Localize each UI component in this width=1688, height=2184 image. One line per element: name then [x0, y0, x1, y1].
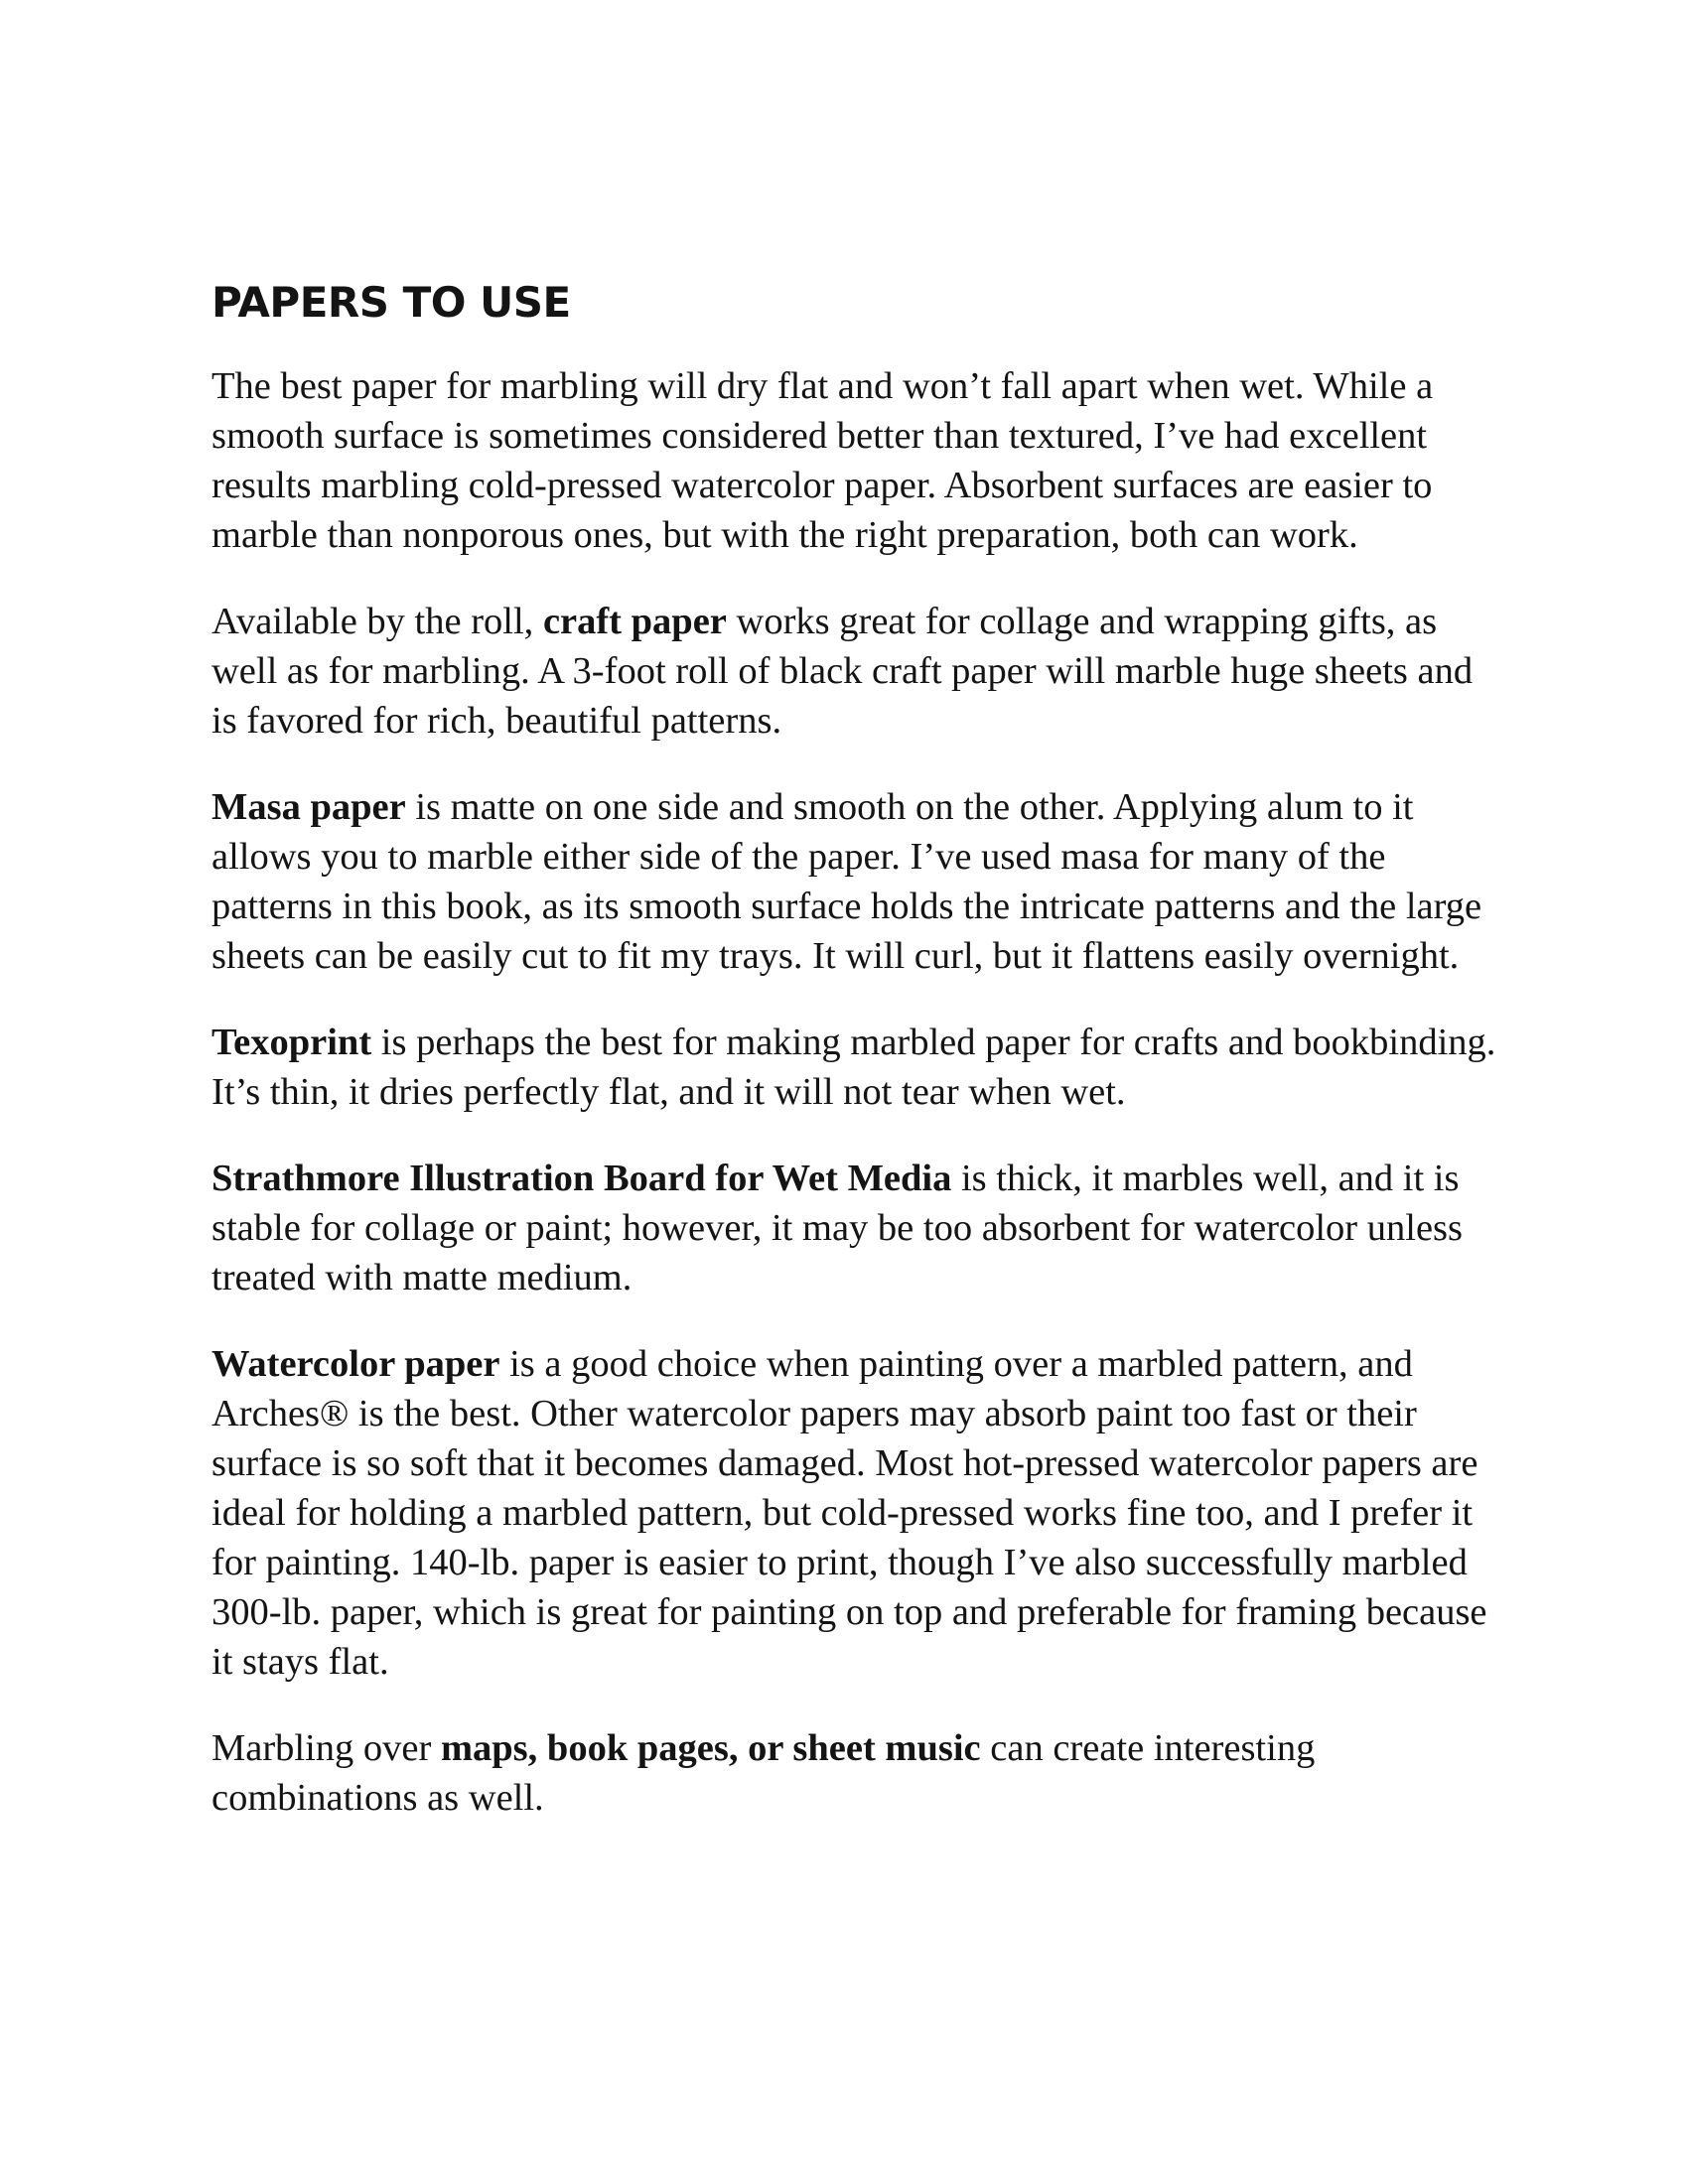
body-paragraph [211, 1723, 1502, 1823]
body-paragraph [211, 1154, 1502, 1302]
section-heading: PAPERS TO USE [211, 278, 571, 327]
paragraph-text: Available by the roll, [211, 601, 543, 643]
bold-term: Texoprint [211, 1022, 372, 1064]
body-paragraph [211, 782, 1502, 981]
bold-term: maps, book pages, or sheet music [440, 1727, 981, 1770]
paragraphs-container [211, 361, 1502, 1823]
bold-term: Watercolor paper [211, 1343, 500, 1386]
body-paragraph [211, 1339, 1502, 1687]
paragraph-text: is perhaps the best for making marbled paper for crafts and bookbinding. It’s thin, it dries perfectly flat, and it will not tear when wet. [211, 1022, 1496, 1114]
paragraph-text: works great for collage and wrapping gifts, as well as for marbling. A 3-foot roll of black craft paper will marble huge sheets and is favored for rich, beautiful patterns. [211, 601, 1474, 743]
paragraph-text: is thick, it marbles well, and it is stable for collage or paint; however, it may be too absorbent for watercolor unless treated with matte medium. [211, 1158, 1463, 1299]
page-content [211, 278, 1502, 1859]
paragraph-text: The best paper for marbling will dry flat and won’t fall apart when wet. While a smooth surface is sometimes considered better than textured, I’ve had excellent results marbling cold-pressed watercolor paper. Absorbent surfaces are easier to marble than nonporous ones, but with the right preparation, both can work. [211, 365, 1434, 557]
body-paragraph [211, 597, 1502, 746]
paragraph-text: can create interesting combinations as well. [211, 1727, 1316, 1820]
bold-term: Strathmore Illustration Board for Wet Media [211, 1158, 952, 1200]
body-paragraph [211, 361, 1502, 560]
bold-term: Masa paper [211, 786, 406, 829]
paragraph-text: is matte on one side and smooth on the other. Applying alum to it allows you to marble either side of the paper. I’ve used masa for many of the patterns in this book, as its smooth surface holds the intricate patterns and the large sheets can be easily cut to fit my trays. It will curl, but it flattens easily overnight. [211, 786, 1482, 978]
bold-term: craft paper [542, 601, 727, 643]
body-paragraph [211, 1018, 1502, 1117]
paragraph-text: Marbling over [211, 1727, 441, 1770]
paragraph-text: is a good choice when painting over a marbled pattern, and Arches® is the best. Other watercolor papers may absorb paint too fast or their surface is so soft that it becomes damaged. Most hot-pressed watercolor papers are ideal for holding a marbled pattern, but cold-pressed works fine too, and I prefer it for painting. 140-lb. paper is easier to print, though I’ve also successfully marbled 300-lb. paper, which is great for painting on top and preferable for framing because it stays flat. [211, 1343, 1487, 1684]
